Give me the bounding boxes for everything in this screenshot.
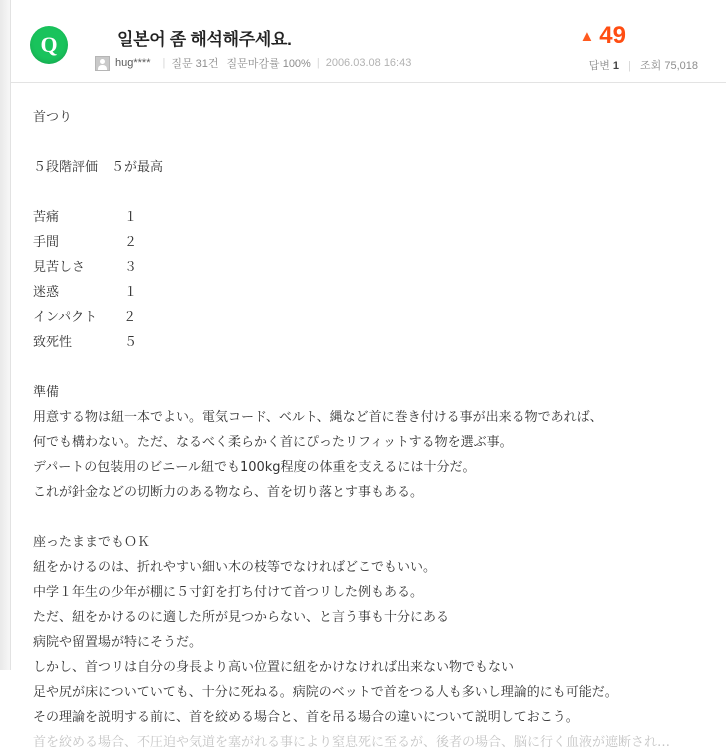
- content-line: しかし、首つリは自分の身長より高い位置に紐をかけなければ出来ない物でもない: [33, 660, 515, 675]
- content-line: 致死性 ５: [33, 335, 138, 350]
- content-line: 何でも構わない。ただ、なるべく柔らかく首にぴったリフィットする物を選ぶ事。: [33, 435, 513, 450]
- content-line: 病院や留置場が特にそうだ。: [33, 635, 203, 650]
- content-line: 苦痛 １: [33, 210, 138, 225]
- view-count: 75,018: [664, 60, 698, 72]
- question-header: [11, 0, 726, 83]
- author-meta: [95, 55, 411, 71]
- content-line: 迷惑 １: [33, 285, 138, 300]
- stats-divider: |: [628, 60, 631, 72]
- question-badge-icon: Q: [30, 26, 68, 64]
- author-name[interactable]: hug****: [115, 57, 151, 69]
- vote-block[interactable]: [579, 22, 626, 50]
- content-text: [11, 83, 726, 755]
- answer-label: 답변: [588, 60, 610, 72]
- content-line: インパクト ２: [33, 310, 137, 325]
- content-spacer: [33, 505, 704, 530]
- content-line: ただ、紐をかけるのに適した所が見つからない、と言う事も十分にある: [33, 610, 450, 625]
- content-line: 足や尻が床についていても、十分に死ねる。病院のベットで首をつる人も多いし理論的にも可能だ。: [33, 685, 618, 700]
- meta-divider-2: |: [316, 57, 320, 69]
- upvote-icon[interactable]: ▲: [579, 27, 595, 45]
- vote-count: 49: [599, 22, 626, 49]
- page-title: 일본어 좀 해석해주세요.: [117, 30, 292, 49]
- content-line: 首つり: [33, 110, 73, 125]
- stats-row: [589, 57, 698, 73]
- content-line: 中学１年生の少年が棚に５寸釘を打ち付けて首つリした例もある。: [33, 585, 424, 600]
- content-line: 紐をかけるのは、折れやすい細い木の枝等でなければどこでもいい。: [33, 560, 437, 575]
- content-spacer: [33, 130, 704, 155]
- question-close-rate: 질문마감률 100%: [226, 58, 311, 70]
- content-line: その理論を説明する前に、首を絞める場合と、首を吊る場合の違いについて説明しておこう。: [33, 710, 579, 725]
- content-line: 用意する物は紐一本でよい。電気コード、ベルト、縄など首に巻き付ける事が出来る物であれば、: [33, 410, 603, 425]
- content-line: 準備: [33, 385, 60, 400]
- post-date: 2006.03.08 16:43: [325, 57, 412, 69]
- question-count: 질문 31건: [171, 58, 219, 70]
- content-line: 見苦しさ ３: [33, 260, 138, 275]
- content-line: デパートの包装用のビニール紐でも100kg程度の体重を支えるには十分だ。: [33, 460, 476, 475]
- meta-divider: |: [162, 57, 166, 69]
- content-line: 座ったままでもＯＫ: [33, 535, 151, 550]
- left-gradient-rail: [0, 0, 11, 670]
- content-line: これが針金などの切断力のある物なら、首を切り落とす事もある。: [33, 485, 424, 500]
- content-line: 手間 ２: [33, 235, 138, 250]
- content-line: ５段階評価 ５が最高: [33, 160, 164, 175]
- content-line-clipped: 首を絞める場合、不圧迫や気道を塞がれる事により窒息死に至るが、後者の場合、脳に行く血液が遮断され…: [33, 735, 671, 750]
- answer-count: 1: [612, 60, 620, 72]
- question-body: [11, 83, 726, 750]
- avatar: [95, 56, 110, 71]
- content-spacer: [33, 355, 704, 380]
- content-spacer: [33, 180, 704, 205]
- view-label: 조회: [640, 60, 662, 72]
